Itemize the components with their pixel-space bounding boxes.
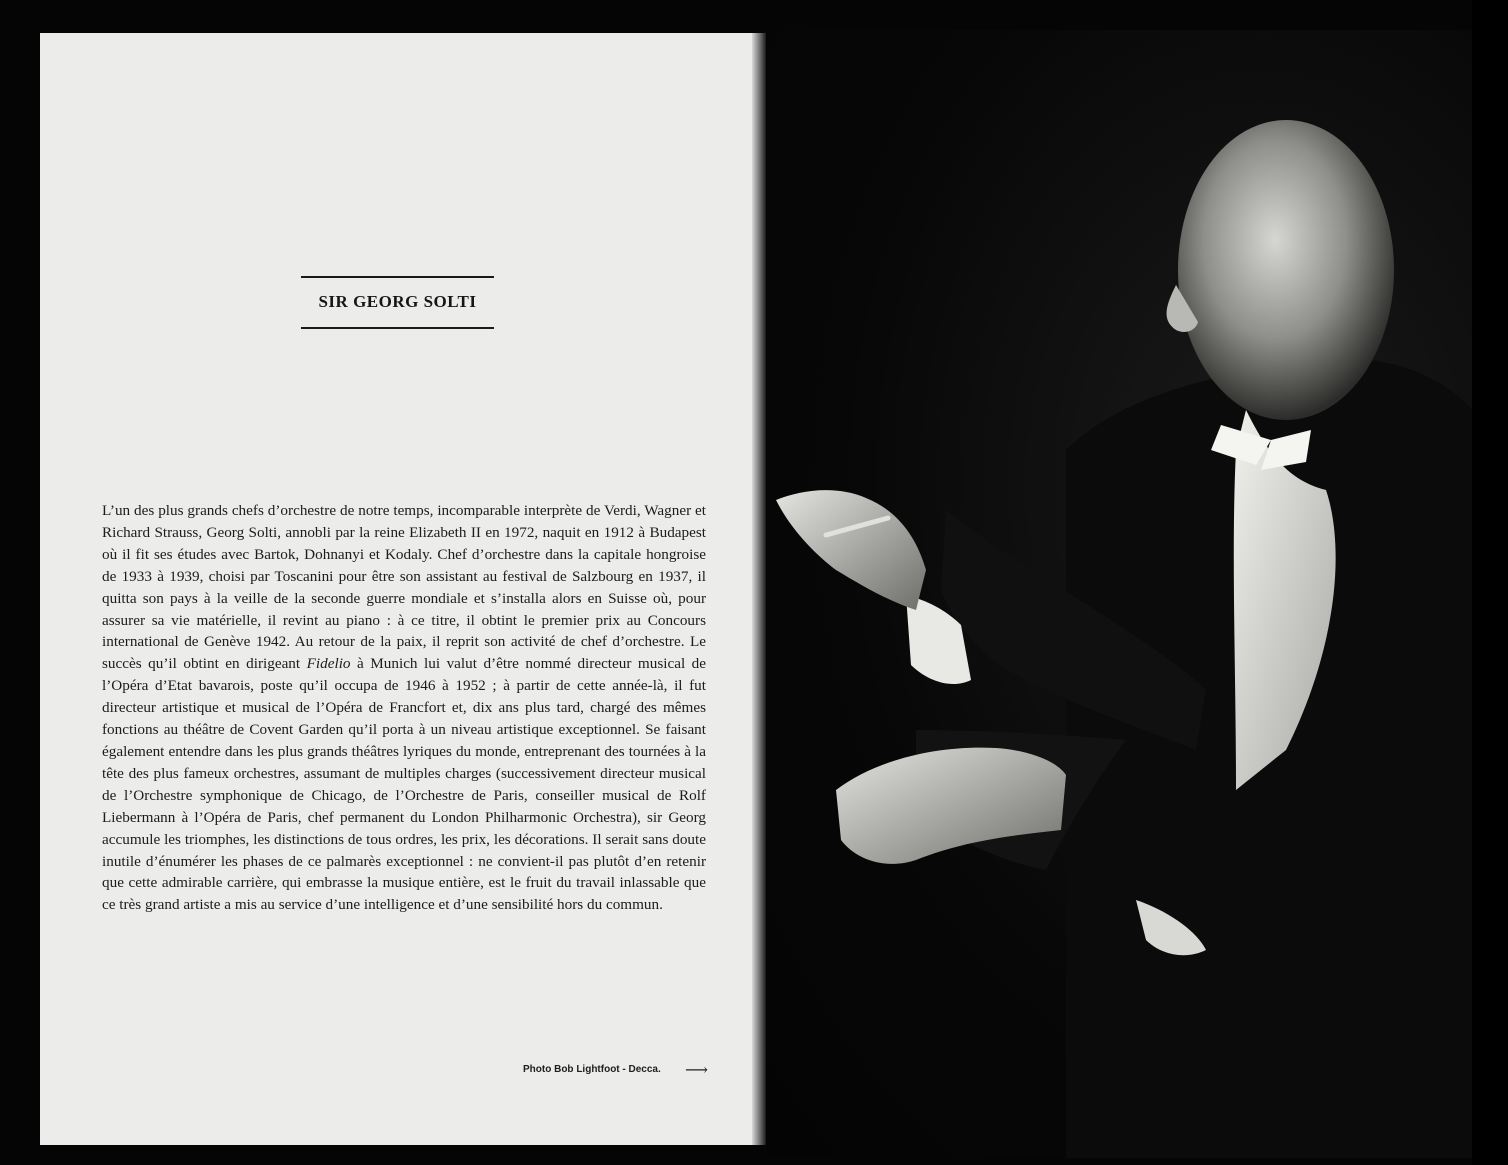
book-gutter [752,33,766,1145]
photo-credit: Photo Bob Lightfoot - Decca. [523,1064,661,1075]
biography-text [102,500,706,916]
conductor-photo [766,30,1472,1158]
bio-work-title: Fidelio [306,655,351,673]
left-hand [776,490,926,610]
next-page-arrow-icon: ⟶ [685,1062,708,1079]
title-rule-bottom [301,327,494,329]
scan-margin [1472,0,1508,1165]
conductor-head [1178,120,1394,420]
bio-intro: L’un des plus grands chefs d’orchestre de notre temps, incomparable interprète de Verdi, Wagner et Richard Strauss, Georg Solti, annobli par la reine Elizabeth II en 1972, naquit en 1912 à Budapest où il fit ses études avec Bartok, Dohnanyi et Kodaly. Chef d’orchestre dans la capitale hongroise de 1933 à 1939, choisi par Toscanini pour être son assistant au festival de Salzbourg en 1937, il quitta son pays à la veille de la seconde guerre mondiale et s’installa alors en Suisse où, pour assurer sa vie matérielle, il revint au piano : à ce titre, il obtint le premier prix au Concours international de Genève 1942. Au retour de la paix, il reprit son activité de chef d’orchestre. Le succès qu’il obtint en dirigeant [102,502,706,673]
title-rule-top [301,276,494,278]
bio-rest: à Munich lui valut d’être nommé directeur musical de l’Opéra d’Etat bavarois, poste qu’il occupa de 1946 à 1952 ; à partir de cette année-là, il fut directeur artistique et musical de l’Opéra de Francfort et, dix ans plus tard, chargé des mêmes fonctions au théâtre de Covent Garden qu’il porta à un niveau artistique exceptionnel. Se faisant également entendre dans les plus grands théâtres lyriques du monde, entreprenant des tournées à la tête des plus fameux orchestres, assumant de multiples charges (successivement directeur musical de l’Orchestre symphonique de Chicago, de l’Orchestre de Paris, conseiller musical de Rolf Liebermann à l’Opéra de Paris, chef permanent du London Philharmonic Orchestra), sir Georg accumule les triomphes, les distinctions de tous ordres, les prix, les décorations. Il serait sans doute inutile d’énumérer les phases de ce palmarès exceptionnel : ne convient-il pas plutôt d’en retenir que cette admirable carrière, qui embrasse la musique entière, est le fruit du travail inlassable que ce très grand artiste a mis au service d’une intelligence et d’une sensibilité hors du commun. [102,655,707,914]
conductor-silhouette [766,30,1472,1158]
page-title: SIR GEORG SOLTI [318,292,477,311]
